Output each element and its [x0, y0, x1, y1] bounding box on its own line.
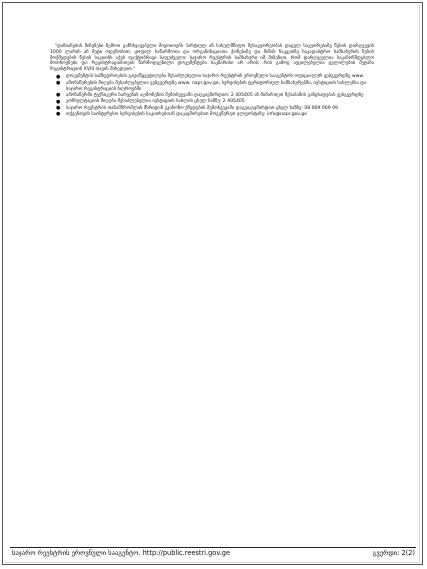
- bullet-icon: ●: [56, 92, 61, 99]
- bullet-text: თქვენთვის საინტერესო სერვისების საკითხებთან დაკავშირებით მოგვწერეთ ელფოსტაზე: info@napr.gov.ge: [66, 112, 307, 118]
- bullet-item: [50, 74, 374, 80]
- footer-divider: [10, 547, 416, 548]
- bullet-item: [50, 112, 374, 118]
- document-body: [50, 44, 374, 119]
- page-number: გვერდი: 2(2): [372, 549, 415, 557]
- bullet-text: საჯარო რეესტრის თანამშრომლის მხრიდან უკანონო ქმედების შემთხვევაში დაგვიკავშირდით ცხელ ხაზზე: 08 009 009 09: [66, 105, 338, 111]
- bullet-text: ამონაწერების მიღება შესაძლებელია ვებგვერდზე www. napr.gov.ge, სერვისების ტერიტორიულ სამსახურებში, იუსტიციის სახლებსა და საჯარო რეგისტრაციის ბიუროებში: [66, 80, 367, 92]
- footer-link[interactable]: http://public.reestri.gov.ge: [142, 549, 231, 557]
- bullet-item: [50, 93, 374, 99]
- bullet-icon: ●: [56, 80, 61, 87]
- bullet-icon: ●: [56, 98, 61, 105]
- bullet-text: დოკუმენტის სამხედროების გადაწყვეტილება შესაძლებელია საჯარო რეესტრის ეროვნული სააგენტოს ოფიციალურ ვებგვერდზე www.: [66, 74, 365, 80]
- bullet-item: [50, 99, 374, 105]
- bullet-item: [50, 81, 374, 93]
- bullet-item: [50, 106, 374, 112]
- bullet-text: კონსულტაციის მიღება შესაძლებელია იუსტიციის სახლის ცხელ ხაზზე: 2 405405: [66, 99, 245, 105]
- bullet-text: ამონაწერში ტექნიკური ხარვეზის აღმოჩენის შემთხვევაში დაუკავშირდით: 2 405405 ან მიმართეთ შესაბამის განცხადებას ვებგვერდზე: [66, 93, 364, 99]
- bullet-icon: ●: [56, 105, 61, 112]
- footer-agency-name: საჯარო რეესტრის ეროვნული სააგენტო.: [12, 549, 141, 557]
- intro-paragraph: "დაზიანების მიზეზები ზემოთ განსხვავებული მიუთითებს პარტიულ ან სახელმწიფო მესაკუთრეობას დაცულ საკუთრებაზე წესის დარღვევის 1000 ლარის ან მეტი ოდენობით; ყოფილ საწარმოთა და ორგანიზაციათა ქონებაზე და მიწის ნაკვეთზე საკადასტრო სამსახურის წესის მოქმედების წესის საკითხს აქვს ფაქტობრივი საფუძველი; საჯარო რეესტრის სამსახური იმ მიზეზით, რომ დარღვეულია საკანონმდებლო მოთხოვნები და რეგისტრაციისთვის წარმოდგენილი დოკუმენტები საკმარისი არ არის; რის გამოც აუცილებელია ცვლილების შეტანა რეგისტრაციის XVIII თავის მიხედვით.": [50, 44, 374, 73]
- info-bullet-list: [50, 74, 374, 118]
- bullet-icon: ●: [56, 111, 61, 118]
- footer-source: [12, 549, 230, 558]
- bullet-icon: ●: [56, 73, 61, 80]
